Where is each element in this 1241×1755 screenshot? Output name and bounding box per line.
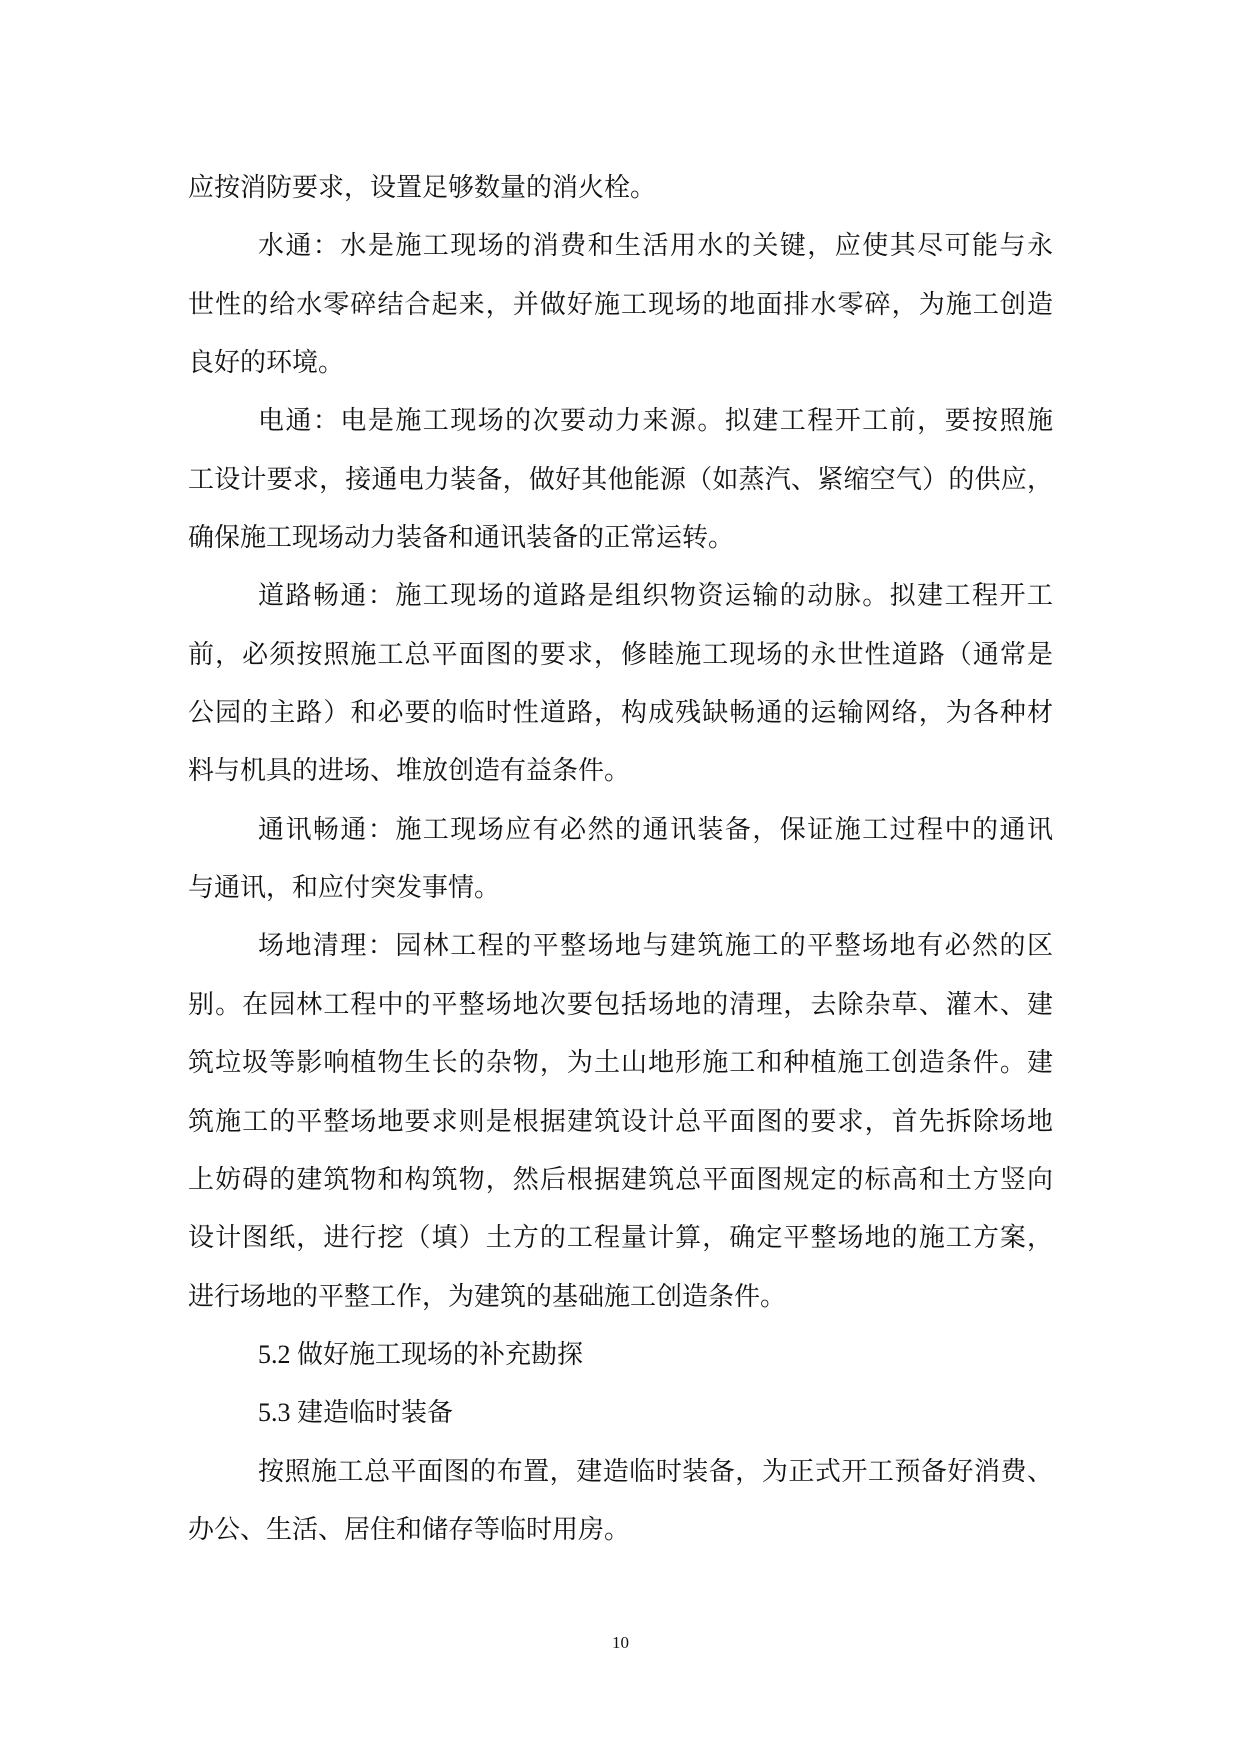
text-line: 公园的主路）和必要的临时性道路，构成残缺畅通的运输网络，为各种材: [188, 698, 1053, 728]
text-line: 应按消防要求，设置足够数量的消火栓。: [188, 173, 657, 202]
text-line: 筑施工的平整场地要求则是根据建筑设计总平面图的要求，首先拆除场地: [188, 1106, 1053, 1136]
text-line: 良好的环境。: [188, 348, 345, 378]
text-line: 办公、生活、居住和储存等临时用房。: [188, 1514, 631, 1544]
body-text: [188, 159, 1053, 1559]
paragraph-communication: [188, 801, 1053, 918]
text-line: 按照施工总平面图的布置，建造临时装备，为正式开工预备好消费、: [258, 1456, 1053, 1486]
text-line: 工设计要求，接通电力装备，做好其他能源（如蒸汽、紧缩空气）的供应，: [188, 464, 1053, 494]
page-number: 10: [612, 1633, 629, 1652]
text-line: 道路畅通：施工现场的道路是组织物资运输的动脉。拟建工程开工: [258, 581, 1053, 611]
text-line: 与通讯，和应付突发事情。: [188, 873, 501, 903]
text-line: 前，必须按照施工总平面图的要求，修睦施工现场的永世性道路（通常是: [188, 639, 1053, 669]
text-line: 世性的给水零碎结合起来，并做好施工现场的地面排水零碎，为施工创造: [188, 289, 1053, 319]
text-line: 进行场地的平整工作，为建筑的基础施工创造条件。: [188, 1281, 787, 1311]
text-line: 电通：电是施工现场的次要动力来源。拟建工程开工前，要按照施: [258, 406, 1053, 436]
paragraph-power-supply: [188, 392, 1053, 567]
text-line: 通讯畅通：施工现场应有必然的通讯装备，保证施工过程中的通讯: [258, 814, 1053, 844]
paragraph-temporary-facilities: [188, 1443, 1053, 1560]
heading-text: 5.2 做好施工现场的补充勘探: [258, 1339, 584, 1369]
text-line: 筑垃圾等影响植物生长的杂物，为土山地形施工和种植施工创造条件。建: [188, 1048, 1053, 1078]
paragraph-fire-hydrant-continuation: [188, 159, 1053, 217]
text-line: 确保施工现场动力装备和通讯装备的正常运转。: [188, 523, 735, 553]
text-line: 场地清理：园林工程的平整场地与建筑施工的平整场地有必然的区: [258, 931, 1053, 961]
section-heading-5-3: [188, 1384, 1053, 1442]
text-line: 水通：水是施工现场的消费和生活用水的关键，应使其尽可能与永: [258, 231, 1053, 261]
paragraph-water-supply: [188, 217, 1053, 392]
paragraph-road-access: [188, 567, 1053, 800]
paragraph-site-clearing: [188, 917, 1053, 1325]
text-line: 上妨碍的建筑物和构筑物，然后根据建筑总平面图规定的标高和土方竖向: [188, 1164, 1053, 1194]
text-line: 别。在园林工程中的平整场地次要包括场地的清理，去除杂草、灌木、建: [188, 989, 1053, 1019]
text-line: 设计图纸，进行挖（填）土方的工程量计算，确定平整场地的施工方案，: [188, 1223, 1053, 1253]
heading-text: 5.3 建造临时装备: [258, 1398, 454, 1428]
section-heading-5-2: [188, 1326, 1053, 1384]
text-line: 料与机具的进场、堆放创造有益条件。: [188, 756, 631, 786]
